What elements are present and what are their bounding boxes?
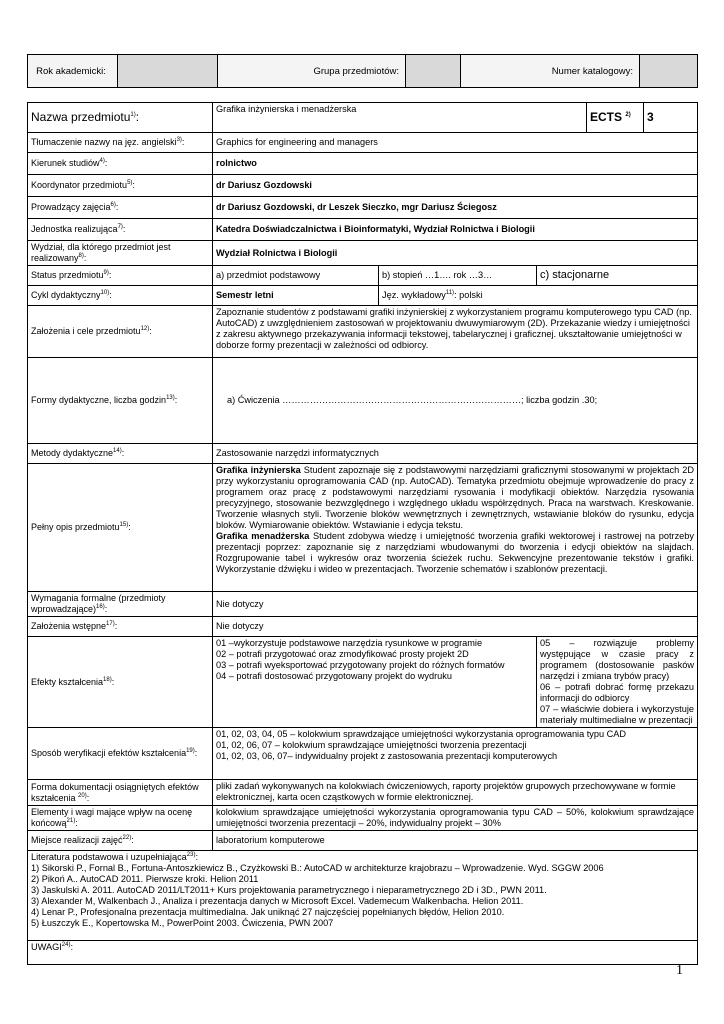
uwagi-cell: UWAGI$^{24)}$: <box>28 941 698 965</box>
metody-label: Metody dydaktyczne$^{14)}$: <box>28 444 213 464</box>
nazwa-label: Nazwa przedmiotu$^{1)}$: <box>28 103 213 133</box>
rok-label: Rok akademicki: <box>28 55 118 88</box>
rok-value <box>118 55 218 88</box>
numer-label: Numer katalogowy: <box>461 55 640 88</box>
literatura-label: Literatura podstawowa i uzupełniająca$^{23)}$: <box>31 851 199 862</box>
tlumaczenie-value: Graphics for engineering and managers <box>213 133 698 153</box>
jednostka-label: Jednostka realizująca$^{7)}$: <box>28 219 213 241</box>
elementy-label: Elementy i wagi mające wpływ na ocenę końcową$^{21)}$: <box>28 806 213 831</box>
tlumaczenie-label: Tłumaczenie nazwy na jęz. angielski$^{3)}$: <box>28 133 213 153</box>
row-nazwa <box>28 103 698 133</box>
efekty-label: Efekty kształcenia$^{18)}$: <box>28 637 213 728</box>
koordynator-label: Koordynator przedmiotu$^{5)}$: <box>28 175 213 197</box>
cykl-label: Cykl dydaktyczny$^{10)}$: <box>28 286 213 306</box>
nazwa-value: Grafika inżynierska i menadżerska <box>213 103 587 133</box>
weryfikacja-label: Sposób weryfikacji efektów kształcenia$^{19)}$: <box>28 728 213 780</box>
grupa-label: Grupa przedmiotów: <box>218 55 406 88</box>
miejsce-value: laboratorium komputerowe <box>213 831 698 851</box>
cykl-value: Semestr letni <box>213 286 379 306</box>
ects-value: 3 <box>644 103 698 133</box>
jezyk-cell: Jęz. wykładowy$^{11)}$: polski <box>379 286 698 306</box>
wydzial-value: Wydział Rolnictwa i Biologii <box>213 241 698 266</box>
miejsce-label: Miejsce realizacji zajęć$^{22)}$: <box>28 831 213 851</box>
opis-value: Grafika inżynierska Student zapoznaje się z podstawowymi narzędziami graficznymi stosowanymi w projektach 2D przy wykorzystaniu oprogramowania CAD (np. AutoCAD). Tematyka przedmiotu obejmuje wprowadzenie do pracy z programem oraz pracę z podstawowymi narzędziami rysowania i modyfikacji obiektów. Narzędzia rysowania precyzyjnego, stosowanie bezwzględnego i względnego układu współrzędnych. Praca na warstwach. Kreskowanie. Tworzenie własnych styli. Tworzenie bloków wewnętrznych i zewnętrznych, wstawianie bloków do rysunku, edycja bloków. Wymiarowanie obiektów. Wstawianie i edycja tekstu. Grafika menadżerska Student zdobywa wiedzę i umiejętność tworzenia grafiki wektorowej i rastrowej na potrzeby prezentacji poprzez: zapoznanie się z narzędziami wbudowanymi do tworzenia i edycji obiektów na slajdach. Rozgrupowanie tabel i wykresów oraz tworzenia ścieżek ruchu. Sekwencyjne prezentowanie tekstów i grafiki. Wykorzystanie dźwięku i wideo w prezentacjach. Tworzenie schematów i szablonów prezentacji. <box>213 464 698 592</box>
literatura-item: 5) Łuszczyk E., Kopertowska M., PowerPoint 2003. Ćwiczenia, PWN 2007 <box>31 918 334 928</box>
formy-label: Formy dydaktyczne, liczba godzin$^{13)}$: <box>28 358 213 444</box>
wymagania-value: Nie dotyczy <box>213 592 698 617</box>
grupa-value <box>406 55 461 88</box>
page-number: 1 <box>676 963 683 978</box>
status-a: a) przedmiot podstawowy <box>213 266 379 286</box>
kierunek-label: Kierunek studiów$^{4)}$: <box>28 153 213 175</box>
dokumentacja-label: Forma dokumentacji osiągniętych efektów kształcenia $^{20)}$: <box>28 780 213 806</box>
literatura-cell <box>28 851 698 941</box>
wstepne-value: Nie dotyczy <box>213 617 698 637</box>
wymagania-label: Wymagania formalne (przedmioty wprowadzające)$^{16)}$: <box>28 592 213 617</box>
zalozenia-label: Założenia i cele przedmiotu$^{12)}$: <box>28 306 213 358</box>
status-b: b) stopień …1…. rok …3… <box>379 266 537 286</box>
prowadzacy-label: Prowadzący zajęcia$^{6)}$: <box>28 197 213 219</box>
ects-label: ECTS $^{2)}$ <box>587 103 644 133</box>
literatura-item: 3) Jaskulski A. 2011. AutoCAD 2011/LT2011+ Kurs projektowania parametrycznego i nieparametrycznego 2D i 3D., PWN 2011. <box>31 885 547 895</box>
elementy-value: kolokwium sprawdzające umiejętności wykorzystania oprogramowania typu CAD – 50%, kolokwium sprawdzające umiejętności tworzenia prezentacji – 20%, indywidualny projekt – 30% <box>213 806 698 831</box>
status-label: Status przedmiotu$^{9)}$: <box>28 266 213 286</box>
zalozenia-value: Zapoznanie studentów z podstawami grafiki inżynierskiej z wykorzystaniem programu komputerowego typu CAD (np. AutoCAD) z uwzględnieniem zastosowań w projektowaniu dwuwymiarowym (2D). Przekazanie wiedzy i umiejętności z zakresu aktywnego przekazywania informacji tekstowej, tabelarycznej i graficznej. ukształtowanie umiejętności w doborze formy prezentacji w zależności od odbiorcy. <box>213 306 698 358</box>
koordynator-value: dr Dariusz Gozdowski <box>213 175 698 197</box>
status-c: c) stacjonarne <box>537 266 698 286</box>
metody-value: Zastosowanie narzędzi informatycznych <box>213 444 698 464</box>
weryfikacja-value: 01, 02, 03, 04, 05 – kolokwium sprawdzające umiejętności wykorzystania oprogramowania typu CAD 01, 02, 06, 07 – kolokwium sprawdzające umiejętności tworzenia prezentacji 01, 02, 03, 06, 07– indywidualny projekt z zastosowania prezentacji komputerowych <box>213 728 698 780</box>
literatura-item: 3) Alexander M, Walkenbach J., Analiza i prezentacja danych w Microsoft Excel. Vademecum Walkenbacha. Helion 2011. <box>31 896 524 906</box>
jednostka-value: Katedra Doświadczalnictwa i Bioinformatyki, Wydział Rolnictwa i Biologii <box>213 219 698 241</box>
formy-value: a) Ćwiczenia ……………………………………………………………………; liczba godzin .30; <box>213 358 698 444</box>
literatura-item: 4) Lenar P., Profesjonalna prezentacja multimedialna. Jak uniknąć 27 najczęściej popełnianych błędów, Helion 2010. <box>31 907 505 917</box>
efekty-left: 01 –wykorzystuje podstawowe narzędzia rysunkowe w programie 02 – potrafi przygotować oraz zmodyfikować prosty projekt 2D 03 – potrafi wyeksportować przygotowany projekt do różnych formatów 04 – potrafi dostosować przygotowany projekt do wydruku <box>213 637 537 728</box>
opis-label: Pełny opis przedmiotu$^{15)}$: <box>28 464 213 592</box>
efekty-right: 05 – rozwiązuje problemy występujące w czasie pracy z programem (dostosowanie pasków narzędzi i zmiana trybów pracy) 06 – potrafi dobrać formę przekazu informacji do odbiorcy 07 – właściwie dobiera i wykorzystuje materiały multimedialne w prezentacji <box>537 637 698 728</box>
numer-value <box>640 55 698 88</box>
kierunek-value: rolnictwo <box>213 153 698 175</box>
literatura-item: 2) Pikoń A.. AutoCAD 2011. Pierwsze kroki. Helion 2011 <box>31 874 259 884</box>
wstepne-label: Założenia wstępne$^{17)}$: <box>28 617 213 637</box>
literatura-item: 1) Sikorski P., Fornal B., Fortuna-Antoszkiewicz B., Czyżkowski B.: AutoCAD w architekturze krajobrazu – Wprowadzenie. Wyd. SGGW 2006 <box>31 863 604 873</box>
dokumentacja-value: pliki zadań wykonywanych na kolokwiach ćwiczeniowych, raporty projektów grupowych przechowywane w formie elektronicznej, karta ocen cząstkowych w formie elektronicznej. <box>213 780 698 806</box>
syllabus-table <box>27 102 698 965</box>
wydzial-label: Wydział, dla którego przedmiot jest realizowany$^{8)}$: <box>28 241 213 266</box>
prowadzacy-value: dr Dariusz Gozdowski, dr Leszek Sieczko, mgr Dariusz Ściegosz <box>213 197 698 219</box>
header-table <box>27 54 698 88</box>
